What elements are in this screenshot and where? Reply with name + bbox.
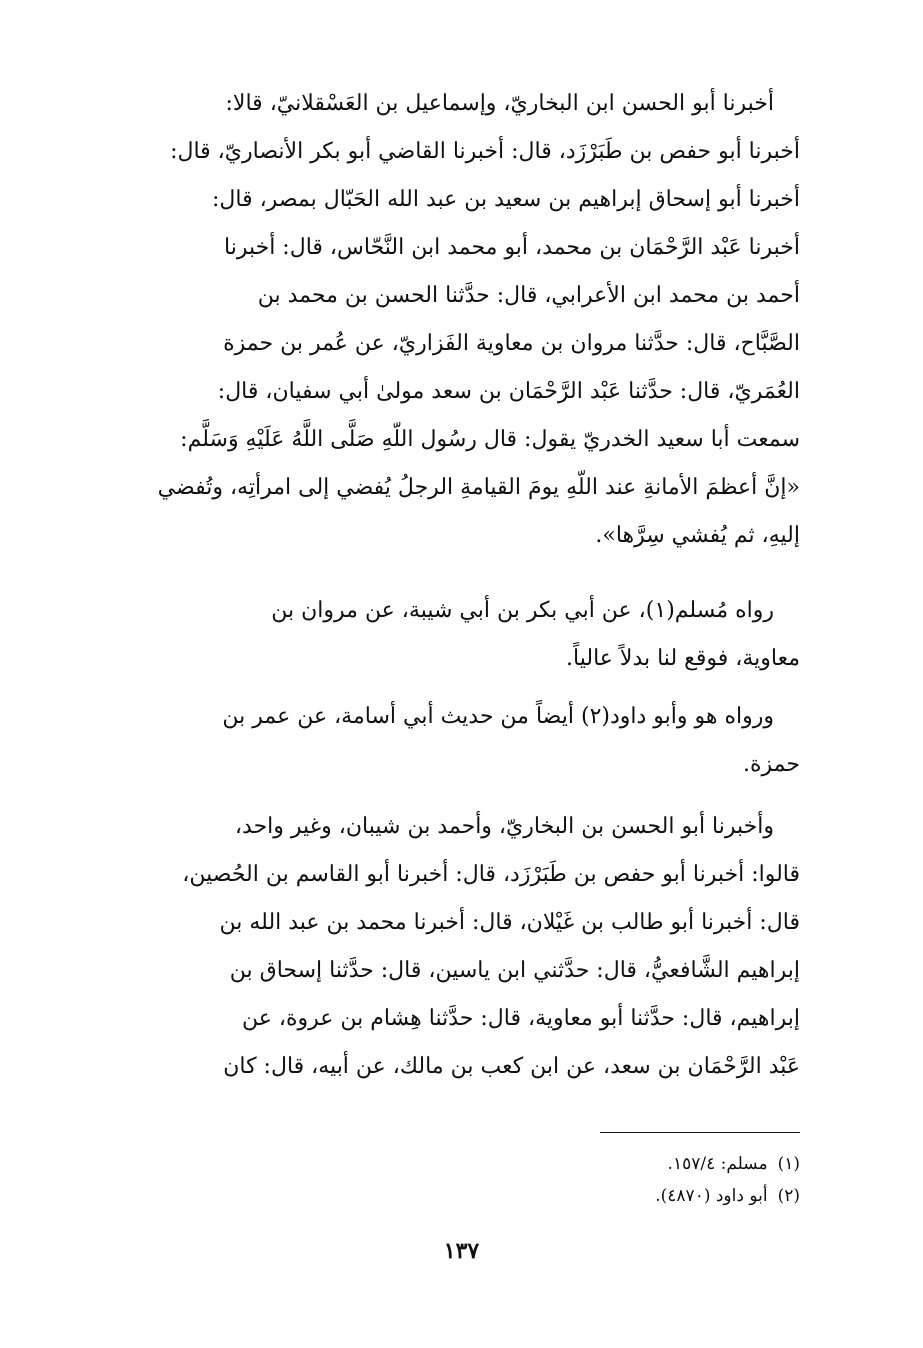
text-line: سمعت أبا سعيد الخدريّ يقول: قال رسُول اللّهِ صَلَّى اللَّهُ عَلَيْهِ وَسَلَّم: — [180, 427, 800, 452]
text-line: «إنَّ أعظمَ الأمانةِ عند اللّهِ يومَ القيامةِ الرجلُ يُفضي إلى امرأتِه، وتُفضي — [157, 475, 800, 500]
footnote-number: (١) — [777, 1154, 800, 1174]
paragraph-2 — [128, 587, 800, 683]
text-line: ورواه هو وأبو داود(٢) أيضاً من حديث أبي أسامة، عن عمر بن — [222, 704, 774, 729]
footnote-text: أبو داود (٤٨٧٠). — [655, 1186, 768, 1206]
text-line: إبراهيم، قال: حدَّثنا أبو معاوية، قال: حدَّثنا هِشام بن عروة، عن — [241, 1006, 800, 1031]
text-line: إبراهيم الشَّافعيُّ، قال: حدَّثني ابن ياسين، قال: حدَّثنا إسحاق بن — [229, 958, 800, 983]
footnote-text: مسلم: ١٥٧/٤. — [667, 1154, 768, 1174]
text-line: العُمَريّ، قال: حدَّثنا عَبْد الرَّحْمَان بن سعد مولىٰ أبي سفيان، قال: — [217, 379, 800, 404]
text-line: عَبْد الرَّحْمَان بن سعد، عن ابن كعب بن مالك، عن أبيه، قال: كان — [223, 1054, 800, 1079]
text-line: أخبرنا أبو حفص بن طَبَرْزَد، قال: أخبرنا القاضي أبو بكر الأنصاريّ، قال: — [170, 139, 800, 164]
footnote-1 — [500, 1148, 800, 1180]
text-line: رواه مُسلم(١)، عن أبي بكر بن أبي شيبة، عن مروان بن — [271, 598, 774, 623]
text-line: قال: أخبرنا أبو طالب بن غَيْلان، قال: أخبرنا محمد بن عبد الله بن — [219, 910, 800, 935]
footnotes — [500, 1148, 800, 1212]
text-line: معاوية، فوقع لنا بدلاً عالياً. — [566, 646, 800, 671]
text-line: وأخبرنا أبو الحسن بن البخاريّ، وأحمد بن شيبان، وغير واحد، — [234, 814, 774, 839]
text-line: أحمد بن محمد ابن الأعرابي، قال: حدَّثنا الحسن بن محمد بن — [257, 283, 800, 308]
footnote-divider — [600, 1132, 800, 1133]
text-line: أخبرنا أبو الحسن ابن البخاريّ، وإسماعيل بن العَسْقلانيّ، قالا: — [225, 91, 774, 116]
text-line: قالوا: أخبرنا أبو حفص بن طَبَرْزَد، قال: أخبرنا أبو القاسم بن الحُصين، — [182, 862, 800, 887]
text-line: إليهِ، ثم يُفشي سِرَّها». — [595, 523, 800, 548]
text-line: أخبرنا عَبْد الرَّحْمَان بن محمد، أبو محمد ابن النَّحّاس، قال: أخبرنا — [224, 235, 800, 260]
text-line: الصَّبَّاح، قال: حدَّثنا مروان بن معاوية الفَزاريّ، عن عُمر بن حمزة — [223, 331, 800, 356]
paragraph-3 — [128, 693, 800, 789]
text-line: حمزة. — [743, 752, 800, 777]
paragraph-4 — [128, 803, 800, 1091]
footnote-2 — [500, 1180, 800, 1212]
paragraph-1 — [128, 80, 800, 560]
text-line: أخبرنا أبو إسحاق إبراهيم بن سعيد بن عبد الله الحَبّال بمصر، قال: — [211, 187, 800, 212]
page-number: ١٣٧ — [443, 1238, 480, 1264]
footnote-number: (٢) — [777, 1186, 800, 1206]
